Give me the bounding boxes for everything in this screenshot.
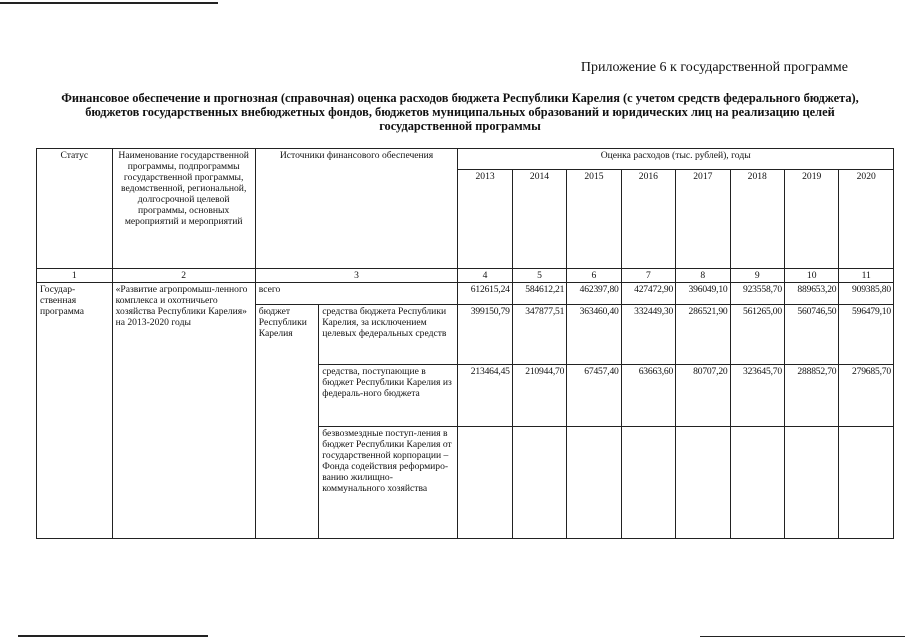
program-name-cell: «Развитие агропромыш-ленного комплекса и охотничьего хозяйства Республики Карелия» на 2013-2020 годы [112,283,255,539]
year-header: 2018 [730,170,784,269]
value-cell: 560746,50 [784,305,838,365]
budget-table [36,148,894,539]
sources-header: Источники финансового обеспечения [255,149,458,269]
value-cell: 67457,40 [567,365,621,427]
value-cell: 427472,90 [621,283,675,305]
value-cell [567,427,621,539]
value-cell: 596479,10 [839,305,894,365]
status-cell: Государ-ственная программа [37,283,113,539]
estimate-header: Оценка расходов (тыс. рублей), годы [458,149,894,170]
column-index: 9 [730,269,784,283]
value-cell [512,427,566,539]
value-cell: 909385,80 [839,283,894,305]
year-header: 2016 [621,170,675,269]
value-cell: 286521,90 [676,305,730,365]
value-cell: 462397,80 [567,283,621,305]
column-index: 1 [37,269,113,283]
value-cell [458,427,512,539]
value-cell: 323645,70 [730,365,784,427]
value-cell: 923558,70 [730,283,784,305]
column-index: 8 [676,269,730,283]
value-cell: 210944,70 [512,365,566,427]
year-header: 2019 [784,170,838,269]
appendix-label: Приложение 6 к государственной программе [580,60,848,75]
column-index: 3 [255,269,458,283]
value-cell: 363460,40 [567,305,621,365]
column-index: 6 [567,269,621,283]
source-label-cell: средства бюджета Республики Карелия, за исключением целевых федеральных средств [319,305,458,365]
budget-label-cell: бюджет Республики Карелия [255,305,319,539]
column-index: 10 [784,269,838,283]
value-cell: 889653,20 [784,283,838,305]
year-header: 2020 [839,170,894,269]
year-header: 2014 [512,170,566,269]
name-header: Наименование государственной программы, подпрограммы государственной программы, ведомственной, региональной, долгосрочной целевой программы, основных мероприятий и мероприятий [112,149,255,269]
column-index: 4 [458,269,512,283]
scan-line-bottom-right [700,636,905,637]
column-index: 7 [621,269,675,283]
value-cell [621,427,675,539]
year-header: 2015 [567,170,621,269]
value-cell: 561265,00 [730,305,784,365]
document-heading: Финансовое обеспечение и прогнозная (справочная) оценка расходов бюджета Республики Карелия (с учетом средств федерального бюджета), бюджетов государственных внебюджетных фондов, бюджетов муниципальных образований и юридических лиц на реализацию целей государственной программы [61,91,859,133]
value-cell: 347877,51 [512,305,566,365]
value-cell: 279685,70 [839,365,894,427]
value-cell: 584612,21 [512,283,566,305]
source-label-cell: средства, поступающие в бюджет Республики Карелия из федераль-ного бюджета [319,365,458,427]
value-cell: 332449,30 [621,305,675,365]
scan-line-top [0,2,218,4]
status-header: Статус [37,149,113,269]
value-cell [676,427,730,539]
year-header: 2017 [676,170,730,269]
index-row [37,269,894,283]
year-header: 2013 [458,170,512,269]
value-cell: 80707,20 [676,365,730,427]
value-cell: 399150,79 [458,305,512,365]
column-index: 5 [512,269,566,283]
value-cell [730,427,784,539]
column-index: 11 [839,269,894,283]
value-cell: 396049,10 [676,283,730,305]
value-cell: 612615,24 [458,283,512,305]
column-index: 2 [112,269,255,283]
value-cell: 288852,70 [784,365,838,427]
header-row [37,149,894,170]
value-cell [784,427,838,539]
total-row [37,283,894,305]
value-cell [839,427,894,539]
value-cell: 63663,60 [621,365,675,427]
scan-line-bottom [18,635,208,637]
value-cell: 213464,45 [458,365,512,427]
total-label: всего [255,283,458,305]
source-label-cell: безвозмездные поступ-ления в бюджет Республики Карелия от государственной корпорации – Фонда содействия реформиро-ванию жилищно-коммунального хозяйства [319,427,458,539]
